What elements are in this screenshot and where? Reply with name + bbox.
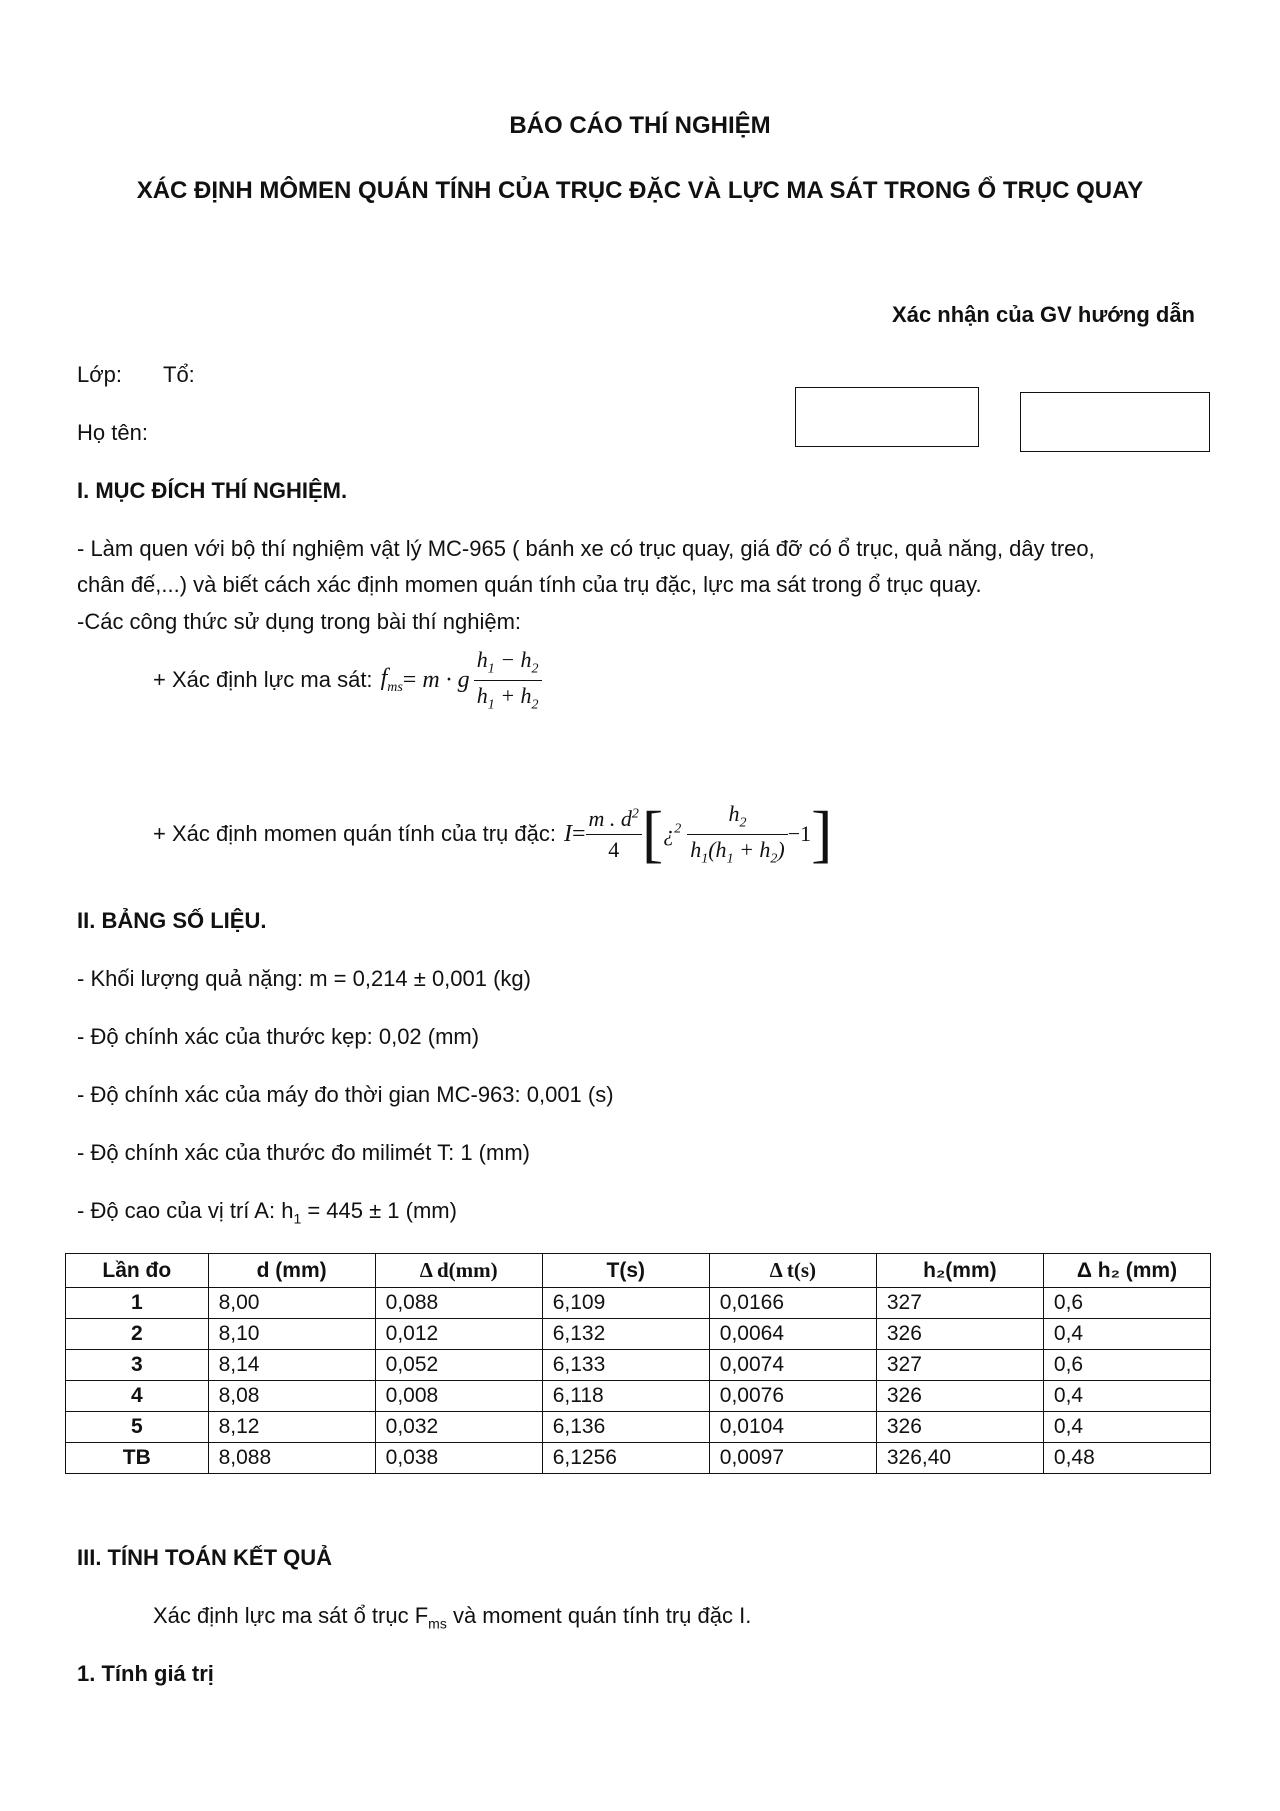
table-cell: 0,0074 — [709, 1350, 876, 1381]
table-cell: 0,6 — [1043, 1350, 1210, 1381]
height-line: - Độ cao của vị trí A: $h_1 = 445 \pm 1$ (mm) — [77, 1198, 457, 1227]
table-cell: 0,6 — [1043, 1288, 1210, 1319]
table-body — [66, 1288, 1211, 1474]
table-cell: 0,088 — [375, 1288, 542, 1319]
section1-line2: chân đế,...) và biết cách xác định momen quán tính của trụ đặc, lực ma sát trong ổ trục quay. — [77, 572, 982, 597]
table-row — [66, 1412, 1211, 1443]
table-row — [66, 1350, 1211, 1381]
signature-box-2 — [1020, 392, 1210, 452]
table-cell: 326 — [876, 1412, 1043, 1443]
mass-line: - Khối lượng quả nặng: m = 0,214 ± 0,001 (kg) — [77, 966, 531, 991]
ruler-accuracy-line: - Độ chính xác của thước đo milimét T: 1 (mm) — [77, 1140, 530, 1165]
table-cell: 327 — [876, 1288, 1043, 1319]
section3-subheading: 1. Tính giá trị — [77, 1661, 214, 1686]
caliper-accuracy-line: - Độ chính xác của thước kẹp: 0,02 (mm) — [77, 1024, 480, 1049]
column-header: T(s) — [542, 1254, 709, 1288]
table-cell: 6,1256 — [542, 1443, 709, 1474]
row-label-cell: 2 — [66, 1319, 209, 1350]
table-row — [66, 1319, 1211, 1350]
table-cell: 6,136 — [542, 1412, 709, 1443]
section1-heading: I. MỤC ĐÍCH THÍ NGHIỆM. — [77, 478, 348, 503]
section3-heading: III. TÍNH TOÁN KẾT QUẢ — [77, 1545, 333, 1570]
timer-accuracy-line: - Độ chính xác của máy đo thời gian MC-963: 0,001 (s) — [77, 1082, 614, 1107]
table-cell: 8,00 — [208, 1288, 375, 1319]
table-cell: 0,4 — [1043, 1381, 1210, 1412]
table-cell: 326 — [876, 1319, 1043, 1350]
page-title: BÁO CÁO THÍ NGHIỆM — [509, 112, 771, 139]
section3-intro: Xác định lực ma sát ổ trục $F_{ms}$ và moment quán tính trụ đặc I. — [153, 1603, 752, 1632]
table-row — [66, 1288, 1211, 1319]
column-header: Δ d(mm) — [375, 1254, 542, 1288]
table-cell: 8,10 — [208, 1319, 375, 1350]
table-row — [66, 1443, 1211, 1474]
table-header-row — [66, 1254, 1211, 1288]
row-label-cell: TB — [66, 1443, 209, 1474]
table-cell: 326,40 — [876, 1443, 1043, 1474]
table-cell: 0,48 — [1043, 1443, 1210, 1474]
section1-line1: - Làm quen với bộ thí nghiệm vật lý MC-965 ( bánh xe có trục quay, giá đỡ có ổ trục, quả năng, dây treo, — [77, 536, 1095, 561]
table-cell: 326 — [876, 1381, 1043, 1412]
table-cell: 6,109 — [542, 1288, 709, 1319]
table-cell: 0,012 — [375, 1319, 542, 1350]
column-header: h₂(mm) — [876, 1254, 1043, 1288]
table-cell: 6,133 — [542, 1350, 709, 1381]
column-header: Δ h₂ (mm) — [1043, 1254, 1210, 1288]
table-cell: 0,032 — [375, 1412, 542, 1443]
table-row — [66, 1381, 1211, 1412]
table-cell: 0,0166 — [709, 1288, 876, 1319]
table-cell: 0,052 — [375, 1350, 542, 1381]
table-cell: 0,4 — [1043, 1412, 1210, 1443]
table-cell: 0,0064 — [709, 1319, 876, 1350]
name-label: Họ tên: — [77, 420, 148, 445]
verification-label: Xác nhận của GV hướng dẫn — [892, 302, 1195, 327]
table-cell: 0,4 — [1043, 1319, 1210, 1350]
table-cell: 0,0097 — [709, 1443, 876, 1474]
table-cell: 8,088 — [208, 1443, 375, 1474]
table-cell: 8,08 — [208, 1381, 375, 1412]
friction-formula: + Xác định lực ma sát: $f_{ms}$ = m · g $\frac{h_1 - h_2}{h_1 + h_2}$ — [153, 645, 542, 715]
friction-formula-label: + Xác định lực ma sát: — [153, 667, 373, 692]
table-cell: 0,0104 — [709, 1412, 876, 1443]
table-cell: 327 — [876, 1350, 1043, 1381]
class-label: Lớp: — [77, 362, 123, 387]
table-cell: 8,14 — [208, 1350, 375, 1381]
column-header: Δ t(s) — [709, 1254, 876, 1288]
row-label-cell: 1 — [66, 1288, 209, 1319]
row-label-cell: 4 — [66, 1381, 209, 1412]
table-cell: 6,118 — [542, 1381, 709, 1412]
inertia-formula: + Xác định momen quán tính của trụ đặc: I = $\frac{m . d^2}{4}$ [ ¿$^2$ $\frac{h_2}{h_1(h_1 + h_2)}$ −1 ] — [153, 798, 833, 869]
section2-heading: II. BẢNG SỐ LIỆU. — [77, 908, 267, 933]
group-label: Tổ: — [163, 362, 195, 387]
data-table — [65, 1253, 1211, 1474]
section1-line3: -Các công thức sử dụng trong bài thí nghiệm: — [77, 609, 522, 634]
table-cell: 0,038 — [375, 1443, 542, 1474]
row-label-cell: 5 — [66, 1412, 209, 1443]
column-header: Lần đo — [66, 1254, 209, 1288]
page-subtitle: XÁC ĐỊNH MÔMEN QUÁN TÍNH CỦA TRỤC ĐẶC VÀ LỰC MA SÁT TRONG Ổ TRỤC QUAY — [136, 177, 1144, 204]
table-cell: 8,12 — [208, 1412, 375, 1443]
signature-box-1 — [795, 387, 979, 447]
column-header: d (mm) — [208, 1254, 375, 1288]
table-cell: 0,0076 — [709, 1381, 876, 1412]
inertia-formula-label: + Xác định momen quán tính của trụ đặc: — [153, 821, 556, 846]
row-label-cell: 3 — [66, 1350, 209, 1381]
table-cell: 0,008 — [375, 1381, 542, 1412]
table-cell: 6,132 — [542, 1319, 709, 1350]
